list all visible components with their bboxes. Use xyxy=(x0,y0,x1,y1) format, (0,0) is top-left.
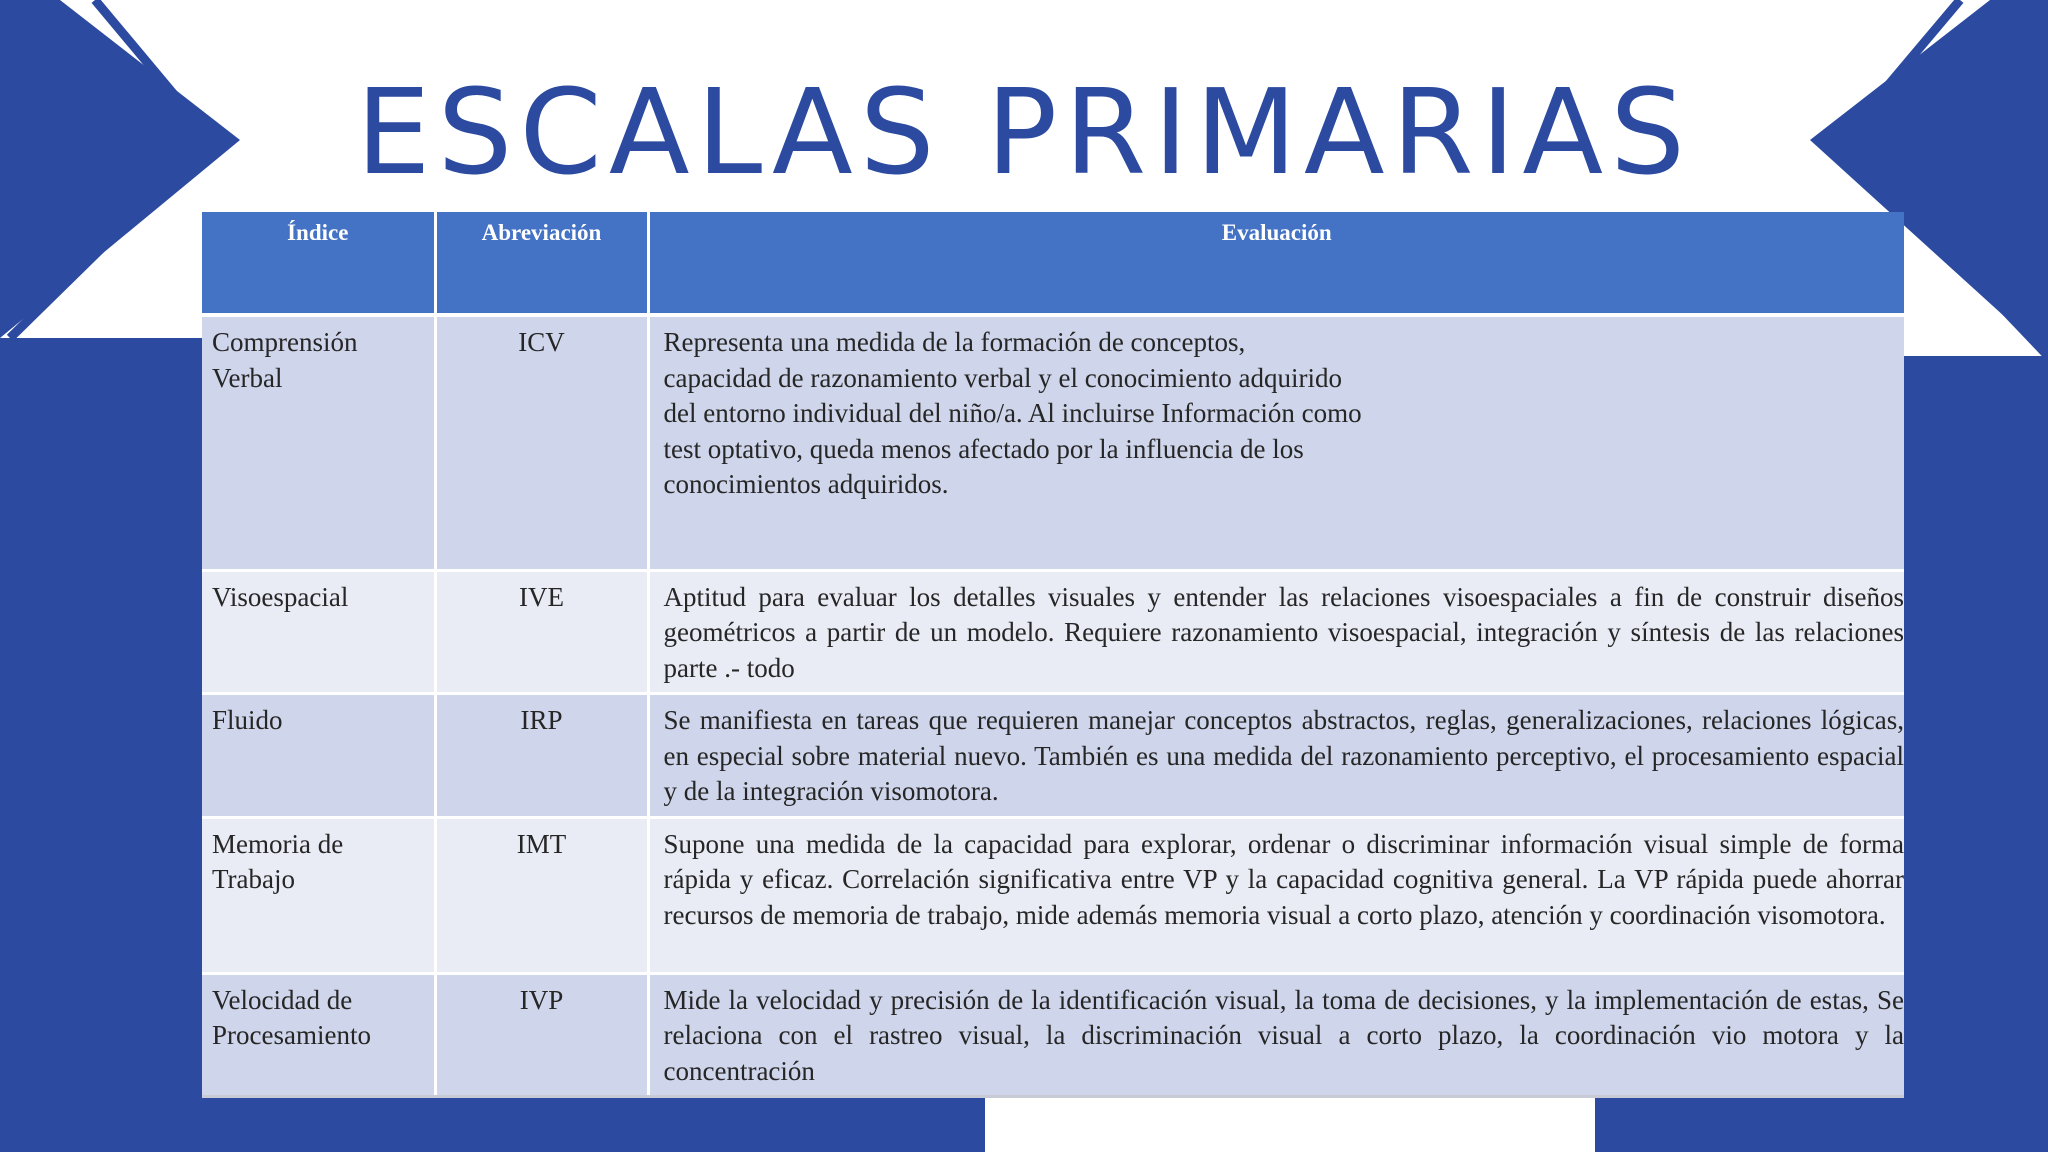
table-header-row xyxy=(202,212,1904,315)
cell-abreviacion: IVP xyxy=(435,973,648,1097)
cell-evaluacion: Representa una medida de la formación de conceptos, capacidad de razonamiento verbal y el conocimiento adquirido del entorno individual del niño/a. Al incluirse Información como test optativo, queda menos afectado por la influencia de los conocimientos adquiridos. xyxy=(648,315,1904,570)
cell-abreviacion: IVE xyxy=(435,570,648,694)
table-row xyxy=(202,570,1904,694)
header-abreviacion: Abreviación xyxy=(435,212,648,315)
cell-abreviacion: ICV xyxy=(435,315,648,570)
table-row xyxy=(202,817,1904,973)
cell-abreviacion: IRP xyxy=(435,694,648,818)
cell-evaluacion: Supone una medida de la capacidad para explorar, ordenar o discriminar información visual simple de forma rápida y eficaz. Correlación significativa entre VP y la capacidad cognitiva general. La VP rápida puede ahorrar recursos de memoria de trabajo, mide además memoria visual a corto plazo, atención y coordinación visomotora. xyxy=(648,817,1904,973)
scales-table xyxy=(202,212,1904,1098)
cell-indice: Memoria de Trabajo xyxy=(202,817,435,973)
slide-title: ESCALAS PRIMARIAS xyxy=(355,63,1693,201)
table-row xyxy=(202,315,1904,570)
header-indice: Índice xyxy=(202,212,435,315)
cell-indice: Fluido xyxy=(202,694,435,818)
cell-evaluacion: Mide la velocidad y precisión de la identificación visual, la toma de decisiones, y la implementación de estas, Se relaciona con el rastreo visual, la discriminación visual a corto plazo, la coordinación vio motora y la concentración xyxy=(648,973,1904,1097)
cell-indice: Velocidad de Procesamiento xyxy=(202,973,435,1097)
cell-indice: Comprensión Verbal xyxy=(202,315,435,570)
cell-abreviacion: IMT xyxy=(435,817,648,973)
table-row xyxy=(202,973,1904,1097)
cell-evaluacion: Aptitud para evaluar los detalles visuales y entender las relaciones visoespaciales a fin de construir diseños geométricos a partir de un modelo. Requiere razonamiento visoespacial, integración y síntesis de las relaciones parte .- todo xyxy=(648,570,1904,694)
cell-evaluacion: Se manifiesta en tareas que requieren manejar conceptos abstractos, reglas, generalizaciones, relaciones lógicas, en especial sobre material nuevo. También es una medida del razonamiento perceptivo, el procesamiento espacial y de la integración visomotora. xyxy=(648,694,1904,818)
header-evaluacion: Evaluación xyxy=(648,212,1904,315)
table-row xyxy=(202,694,1904,818)
cell-indice: Visoespacial xyxy=(202,570,435,694)
